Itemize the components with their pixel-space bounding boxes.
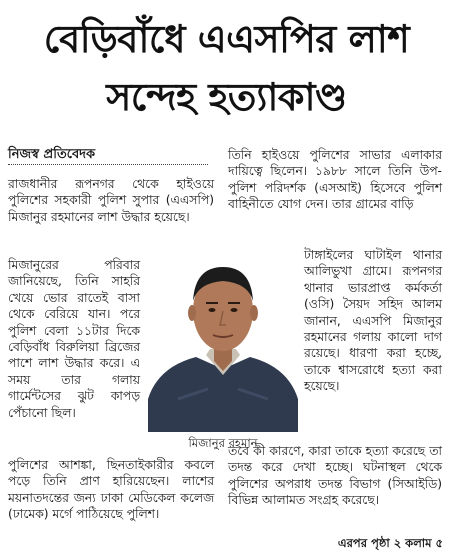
column-1-tail <box>8 457 214 523</box>
body-paragraph-3: তিনি হাইওয়ে পুলিশের সাভার এলাকার দায়িত্বে ছিলেন। ১৯৮৮ সালে তিনি উপ-পুলিশ পরিদর্শক (এসআই) হিসেবে পুলিশ বাহিনীতে যোগ দেন। তার গ্রামের বাড়ি <box>228 148 442 212</box>
portrait-photo <box>148 249 298 432</box>
lead-paragraph: রাজধানীর রূপনগর থেকে হাইওয়ে পুলিশের সহকারী পুলিশ সুপার (এএসপি) মিজানুর রহমানের লাশ উদ্ধার হয়েছে। <box>8 177 214 224</box>
left-ear <box>188 305 196 321</box>
body-paragraph-5: তবে কী কারণে, কারা তাকে হত্যা করেছে তা তদন্ত করে দেখা হচ্ছে। ঘটনাস্থল থেকে পুলিশের অপরাধ তদন্ত বিভাগ (সিআইডি) বিভিন্ন আলামত সংগ্রহ করেছে। <box>228 444 442 508</box>
left-eye <box>209 308 216 312</box>
column-1-wrap <box>8 257 140 421</box>
headline-line-2: সন্দেহ হত্যাকাণ্ড <box>106 75 347 119</box>
column-2-top <box>228 147 442 213</box>
body-paragraph-2: পুলিশের আশঙ্কা, ছিনতাইকারীর কবলে পড়ে তিনি প্রাণ হারিয়েছেন। লাশের ময়নাতদন্তের জন্য ঢাকা মেডিকেল কলেজ (ঢামেক) মর্গে পাঠিয়েছে পুলিশ। <box>8 458 214 522</box>
headline-line-1: বেড়িবাঁধে এএসপির লাশ <box>43 17 410 61</box>
column-1-lead <box>8 176 214 256</box>
column-2-wrap <box>304 247 442 395</box>
byline-divider <box>8 164 208 165</box>
portrait-illustration <box>148 249 298 432</box>
right-ear <box>250 305 258 321</box>
byline: নিজস্ব প্রতিবেদক <box>8 147 96 162</box>
right-eye <box>231 308 238 312</box>
body-paragraph-1: মিজানুরের পরিবার জানিয়েছে, তিনি সাহরি খেয়ে ভোর রাতেই বাসা থেকে বেরিয়ে যান। পরে পুলিশ বেলা ১১টার দিকে বেড়িবাঁধ বিরুলিয়া ব্রিজের পাশে লাশ উদ্ধার করে। এ সময় তার গলায় গার্মেন্টসের ঝুট কাপড় পেঁচানো ছিল। <box>8 258 140 420</box>
column-2-tail <box>228 443 442 509</box>
photo-caption: মিজানুর রহমান <box>188 436 258 450</box>
body-paragraph-4: টাঙ্গাইলের ঘাটাইল থানার আলিভুখা গ্রামে। রূপনগর থানার ভারপ্রাপ্ত কর্মকর্তা (ওসি) সৈয়দ সহিদ আলম জানান, এএসপি মিজানুর রহমানের গলায় কালো দাগ রয়েছে। ধারণা করা হচ্ছে, তাকে শ্বাসরোধে হত্যা করা হয়েছে। <box>304 248 442 394</box>
continued-on-page: এরপর পৃষ্ঠা ২ কলাম ৫ <box>337 536 443 550</box>
